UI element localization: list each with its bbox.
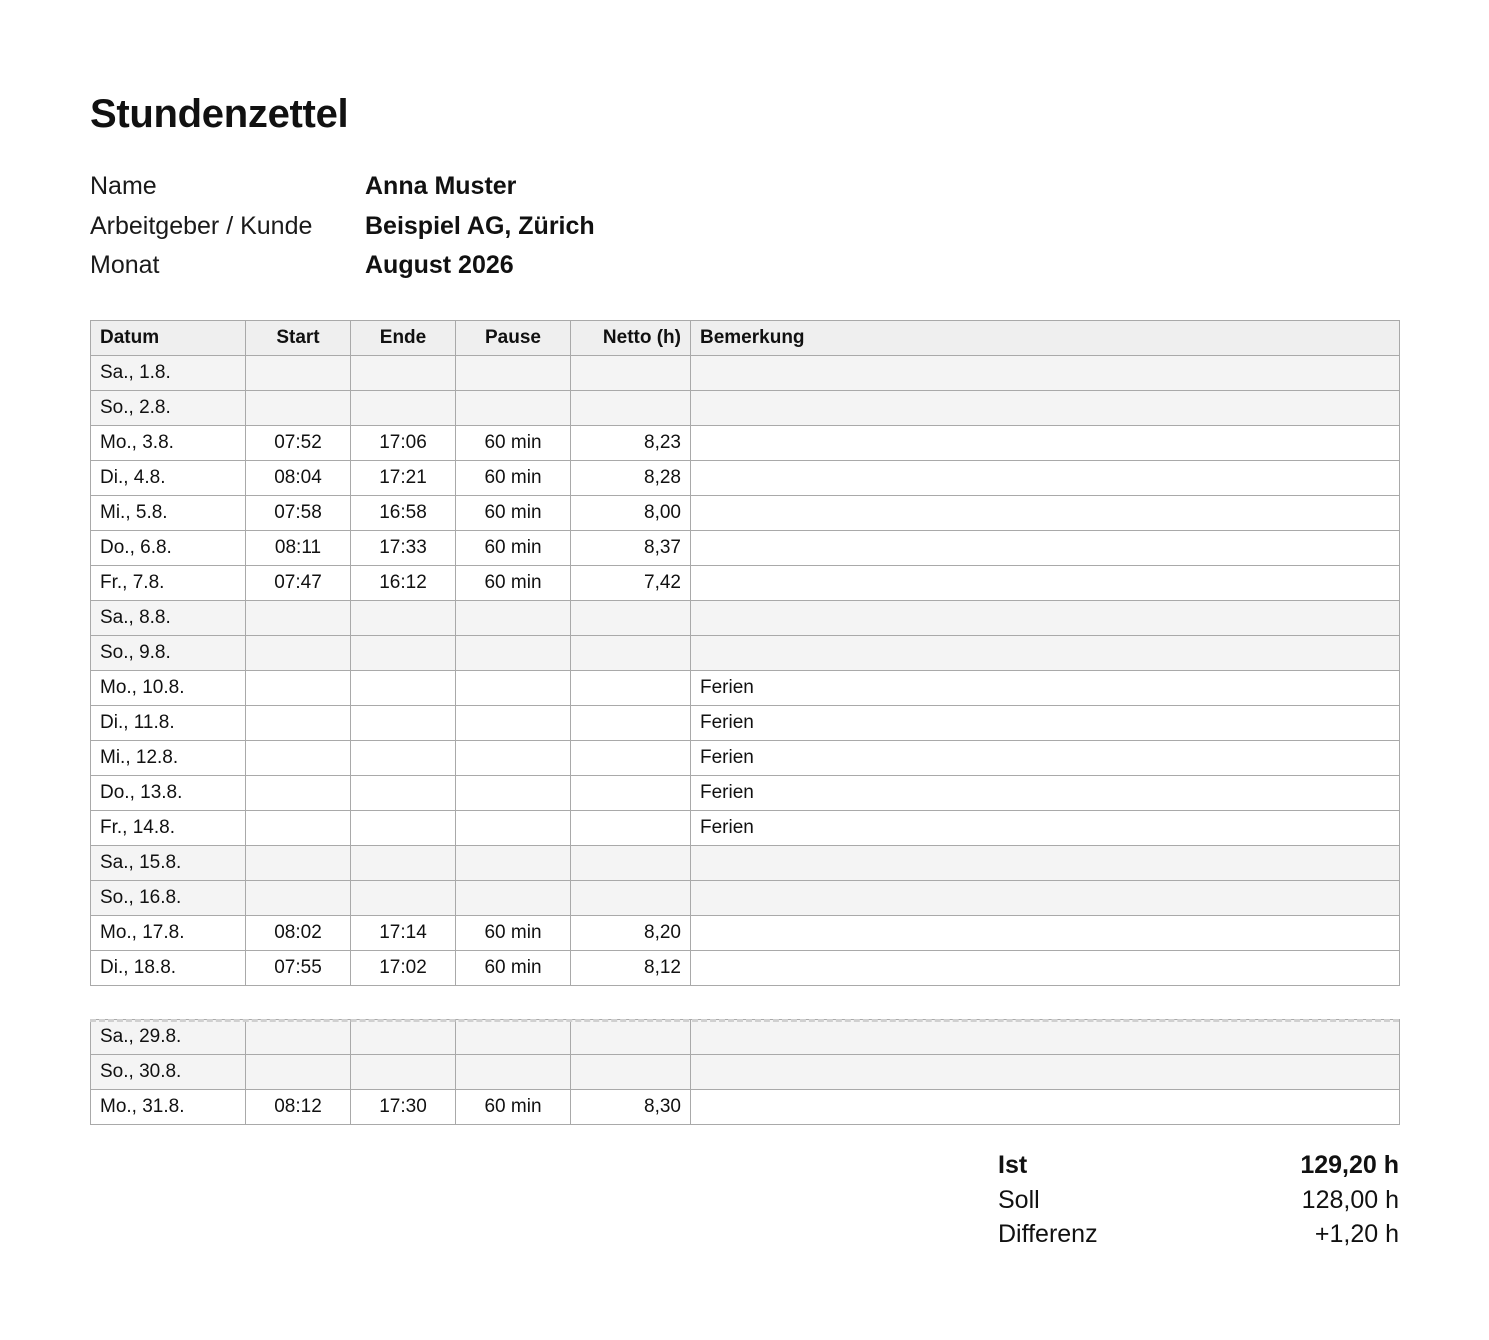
- table-row: [91, 706, 1400, 741]
- cell-pause: 60 min: [456, 916, 571, 951]
- cell-note: Ferien: [691, 741, 1400, 776]
- cell-netto: 8,30: [571, 1090, 691, 1125]
- meta-label: Monat: [90, 251, 160, 279]
- cell-end: [351, 391, 456, 426]
- cell-end: [351, 846, 456, 881]
- cell-date: So., 30.8.: [91, 1055, 246, 1090]
- table-row: [91, 601, 1400, 636]
- table-row: [91, 566, 1400, 601]
- cell-netto: [571, 706, 691, 741]
- cell-pause: [456, 741, 571, 776]
- cell-netto: [571, 1020, 691, 1055]
- cell-netto: 8,12: [571, 951, 691, 986]
- cell-start: [246, 811, 351, 846]
- cell-pause: [456, 671, 571, 706]
- cell-netto: [571, 601, 691, 636]
- table-row: [91, 356, 1400, 391]
- table-row: [91, 916, 1400, 951]
- cell-note: Ferien: [691, 671, 1400, 706]
- table-body-bottom: [91, 1020, 1400, 1125]
- table-row: [91, 846, 1400, 881]
- cell-netto: [571, 671, 691, 706]
- column-header-ende: Ende: [351, 321, 456, 356]
- cell-note: Ferien: [691, 776, 1400, 811]
- cell-pause: [456, 391, 571, 426]
- timesheet-table: [90, 320, 1400, 986]
- cell-end: [351, 776, 456, 811]
- cell-end: 17:33: [351, 531, 456, 566]
- table-row: [91, 951, 1400, 986]
- cell-end: [351, 1020, 456, 1055]
- totals-block: [998, 1148, 1399, 1252]
- cell-date: Fr., 14.8.: [91, 811, 246, 846]
- cell-start: [246, 636, 351, 671]
- table-row: [91, 391, 1400, 426]
- cell-end: [351, 1055, 456, 1090]
- cell-pause: [456, 776, 571, 811]
- cell-pause: 60 min: [456, 566, 571, 601]
- cell-netto: [571, 636, 691, 671]
- cell-date: Mi., 5.8.: [91, 496, 246, 531]
- table-row: [91, 531, 1400, 566]
- cell-start: [246, 601, 351, 636]
- cell-date: Sa., 29.8.: [91, 1020, 246, 1055]
- cell-date: Mo., 10.8.: [91, 671, 246, 706]
- cell-note: [691, 846, 1400, 881]
- cell-note: Ferien: [691, 706, 1400, 741]
- cell-date: Di., 4.8.: [91, 461, 246, 496]
- cell-start: [246, 776, 351, 811]
- cell-netto: [571, 741, 691, 776]
- cell-start: [246, 356, 351, 391]
- meta-label: Arbeitgeber / Kunde: [90, 211, 313, 240]
- column-header-netto: Netto (h): [571, 321, 691, 356]
- cell-start: [246, 1020, 351, 1055]
- total-value: 128,00 h: [1301, 1185, 1399, 1214]
- cell-note: [691, 881, 1400, 916]
- cell-date: Sa., 8.8.: [91, 601, 246, 636]
- meta-value: Beispiel AG, Zürich: [365, 211, 595, 240]
- cell-start: 07:58: [246, 496, 351, 531]
- cell-end: [351, 601, 456, 636]
- cell-end: [351, 356, 456, 391]
- table-row: [91, 881, 1400, 916]
- cell-pause: 60 min: [456, 461, 571, 496]
- cell-end: [351, 636, 456, 671]
- cell-pause: [456, 601, 571, 636]
- cell-date: Do., 6.8.: [91, 531, 246, 566]
- table-row: [91, 776, 1400, 811]
- cell-pause: 60 min: [456, 1090, 571, 1125]
- cell-start: [246, 706, 351, 741]
- cell-netto: [571, 391, 691, 426]
- column-header-pause: Pause: [456, 321, 571, 356]
- cell-start: [246, 741, 351, 776]
- cell-netto: [571, 811, 691, 846]
- cell-note: [691, 601, 1400, 636]
- cell-end: 17:14: [351, 916, 456, 951]
- total-value: 129,20 h: [1300, 1151, 1399, 1179]
- cell-end: [351, 881, 456, 916]
- cell-end: 17:06: [351, 426, 456, 461]
- total-row-differenz: [998, 1217, 1399, 1252]
- meta-block: [90, 167, 595, 286]
- cell-note: [691, 916, 1400, 951]
- total-row-ist: [998, 1148, 1399, 1183]
- table-row: [91, 496, 1400, 531]
- cell-pause: 60 min: [456, 426, 571, 461]
- cell-pause: [456, 811, 571, 846]
- cell-start: [246, 1055, 351, 1090]
- cell-start: 07:47: [246, 566, 351, 601]
- total-row-soll: [998, 1183, 1399, 1218]
- cell-netto: [571, 356, 691, 391]
- cell-date: So., 2.8.: [91, 391, 246, 426]
- cell-note: [691, 391, 1400, 426]
- cell-netto: [571, 1055, 691, 1090]
- meta-value: Anna Muster: [365, 172, 517, 200]
- cell-netto: 8,20: [571, 916, 691, 951]
- cell-pause: 60 min: [456, 496, 571, 531]
- cell-date: Fr., 7.8.: [91, 566, 246, 601]
- cell-netto: 8,37: [571, 531, 691, 566]
- page-title: Stundenzettel: [90, 92, 349, 136]
- cell-end: 16:12: [351, 566, 456, 601]
- cell-start: 08:12: [246, 1090, 351, 1125]
- cell-pause: [456, 356, 571, 391]
- cell-pause: 60 min: [456, 951, 571, 986]
- cell-end: [351, 741, 456, 776]
- cell-date: Di., 18.8.: [91, 951, 246, 986]
- cell-date: Mo., 17.8.: [91, 916, 246, 951]
- table-row: [91, 1055, 1400, 1090]
- cell-date: So., 16.8.: [91, 881, 246, 916]
- total-label: Differenz: [998, 1220, 1098, 1248]
- cell-note: [691, 1090, 1400, 1125]
- column-header-bemerkung: Bemerkung: [691, 321, 1400, 356]
- cell-start: 08:11: [246, 531, 351, 566]
- cell-end: [351, 706, 456, 741]
- cell-netto: [571, 776, 691, 811]
- cell-pause: [456, 1020, 571, 1055]
- table-row: [91, 741, 1400, 776]
- cell-netto: 7,42: [571, 566, 691, 601]
- total-label: Ist: [998, 1151, 1028, 1179]
- meta-value: August 2026: [365, 251, 514, 279]
- meta-row-name: [90, 167, 595, 207]
- cell-netto: 8,28: [571, 461, 691, 496]
- cell-netto: 8,23: [571, 426, 691, 461]
- cell-pause: [456, 881, 571, 916]
- column-header-datum: Datum: [91, 321, 246, 356]
- cell-date: Do., 13.8.: [91, 776, 246, 811]
- cell-netto: [571, 846, 691, 881]
- total-value: +1,20 h: [1314, 1220, 1399, 1248]
- cell-netto: 8,00: [571, 496, 691, 531]
- cell-start: [246, 846, 351, 881]
- cell-date: Mo., 31.8.: [91, 1090, 246, 1125]
- cell-end: [351, 671, 456, 706]
- cell-date: Di., 11.8.: [91, 706, 246, 741]
- cell-end: 16:58: [351, 496, 456, 531]
- cell-pause: 60 min: [456, 531, 571, 566]
- cell-note: [691, 531, 1400, 566]
- total-label: Soll: [998, 1185, 1040, 1214]
- cell-start: 07:52: [246, 426, 351, 461]
- cell-start: [246, 671, 351, 706]
- cell-note: [691, 1055, 1400, 1090]
- cell-end: 17:30: [351, 1090, 456, 1125]
- cell-end: 17:02: [351, 951, 456, 986]
- cell-start: 08:04: [246, 461, 351, 496]
- cell-note: [691, 461, 1400, 496]
- cell-start: 07:55: [246, 951, 351, 986]
- cell-start: [246, 391, 351, 426]
- cell-end: 17:21: [351, 461, 456, 496]
- table-row: [91, 1090, 1400, 1125]
- cell-note: [691, 636, 1400, 671]
- cell-note: [691, 356, 1400, 391]
- table-row: [91, 811, 1400, 846]
- column-header-start: Start: [246, 321, 351, 356]
- table-row: [91, 426, 1400, 461]
- table-row: [91, 461, 1400, 496]
- table-body-top: [91, 356, 1400, 986]
- cell-date: Mi., 12.8.: [91, 741, 246, 776]
- table-row: [91, 636, 1400, 671]
- cell-pause: [456, 1055, 571, 1090]
- cell-note: [691, 1020, 1400, 1055]
- cell-date: So., 9.8.: [91, 636, 246, 671]
- meta-label: Name: [90, 172, 157, 200]
- cell-pause: [456, 846, 571, 881]
- cell-pause: [456, 706, 571, 741]
- meta-row-employer: [90, 207, 595, 247]
- timesheet-table-continued: [90, 1019, 1400, 1125]
- meta-row-month: [90, 246, 595, 286]
- cell-note: Ferien: [691, 811, 1400, 846]
- table-row: [91, 671, 1400, 706]
- cell-pause: [456, 636, 571, 671]
- cell-note: [691, 566, 1400, 601]
- cell-note: [691, 426, 1400, 461]
- cell-date: Mo., 3.8.: [91, 426, 246, 461]
- table-header-row: [91, 321, 1400, 356]
- cell-netto: [571, 881, 691, 916]
- table-row: [91, 1020, 1400, 1055]
- cell-start: [246, 881, 351, 916]
- cell-note: [691, 951, 1400, 986]
- cell-end: [351, 811, 456, 846]
- cell-note: [691, 496, 1400, 531]
- cell-date: Sa., 1.8.: [91, 356, 246, 391]
- page-cut-dashed-line: [90, 1019, 1399, 1022]
- cell-start: 08:02: [246, 916, 351, 951]
- cell-date: Sa., 15.8.: [91, 846, 246, 881]
